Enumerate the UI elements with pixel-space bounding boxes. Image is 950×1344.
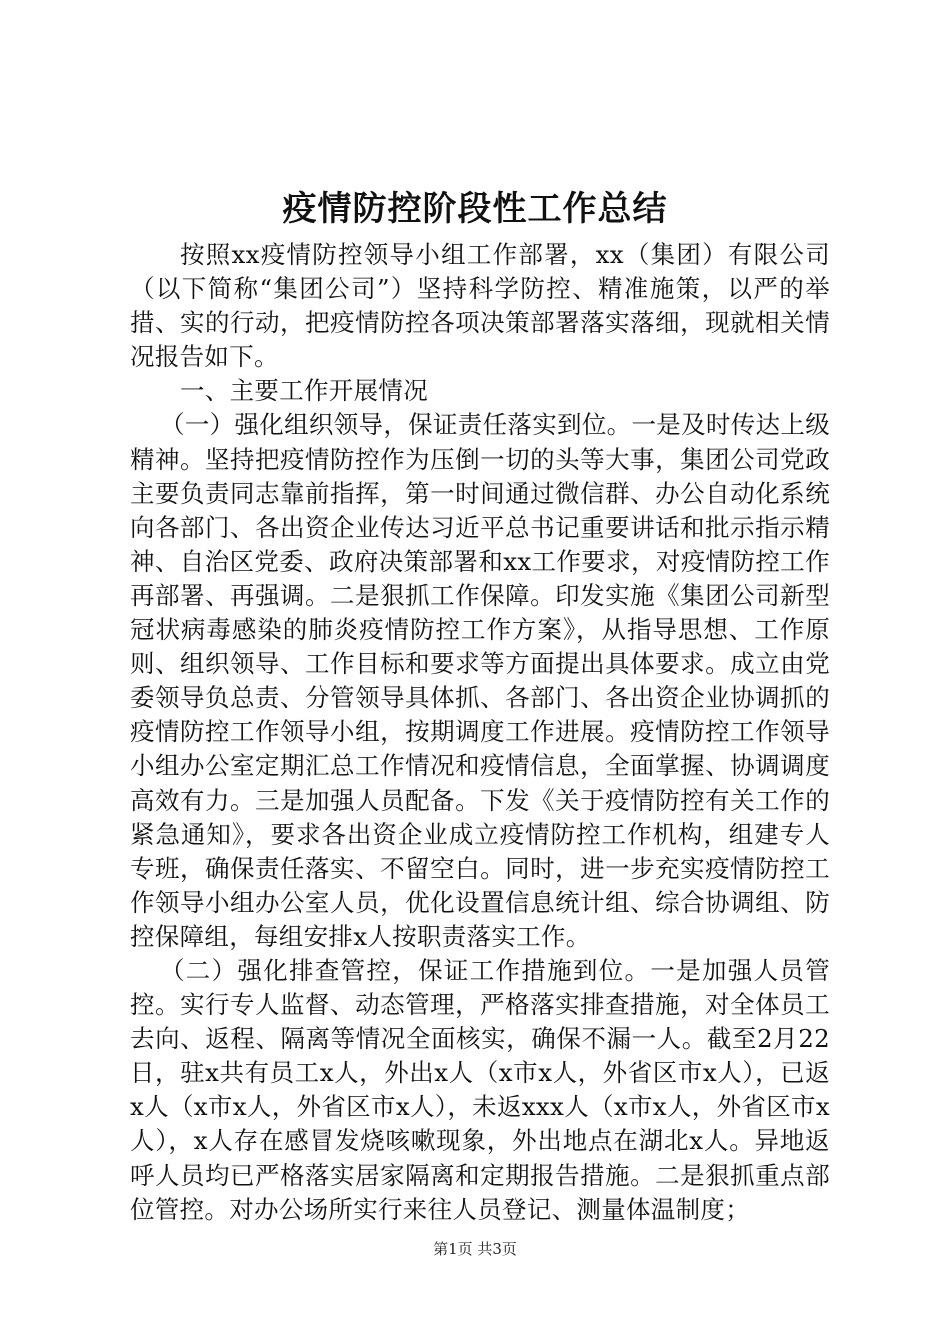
subsection-paragraph-2: （二）强化排查管控，保证工作措施到位。一是加强人员管控。实行专人监督、动态管理，严格落实排查措施，对全体员工去向、返程、隔离等情况全面核实，确保不漏一人。截至2月22日，驻x共有员工x人，外出x人（x市x人，外省区市x人），已返x人（x市x人，外省区市x人），未返xxx人（x市x人，外省区市x人），x人存在感冒发烧咳嗽现象，外出地点在湖北x人。异地返呼人员均已严格落实居家隔离和定期报告措施。二是狠抓重点部位管控。对办公场所实行来往人员登记、测量体温制度； (130, 955, 830, 1224)
document-title: 疫情防控阶段性工作总结 (282, 189, 668, 229)
subsection-paragraph-1: （一）强化组织领导，保证责任落实到位。一是及时传达上级精神。坚持把疫情防控作为压倒一切的头等大事，集团公司党政主要负责同志靠前指挥，第一时间通过微信群、办公自动化系统向各部门、各出资企业传达习近平总书记重要讲话和批示指示精神、自治区党委、政府决策部署和xx工作要求，对疫情防控工作再部署、再强调。二是狠抓工作保障。印发实施《集团公司新型冠状病毒感染的肺炎疫情防控工作方案》，从指导思想、工作原则、组织领导、工作目标和要求等方面提出具体要求。成立由党委领导负总责、分管领导具体抓、各部门、各出资企业协调抓的疫情防控工作领导小组，按期调度工作进展。疫情防控工作领导小组办公室定期汇总工作情况和疫情信息，全面掌握、协调调度高效有力。三是加强人员配备。下发《关于疫情防控有关工作的紧急通知》，要求各出资企业成立疫情防控工作机构，组建专人专班，确保责任落实、不留空白。同时，进一步充实疫情防控工作领导小组办公室人员，优化设置信息统计组、综合协调组、防控保障组，每组安排x人按职责落实工作。 (130, 410, 830, 951)
document-body (130, 238, 830, 1227)
intro-paragraph: 按照xx疫情防控领导小组工作部署，xx（集团）有限公司（以下简称“集团公司”）坚持科学防控、精准施策，以严的举措、实的行动，把疫情防控各项决策部署落实落细，现就相关情况报告如下。 (130, 240, 830, 372)
section-heading: 一、主要工作开展情况 (180, 376, 428, 406)
page-footer: 第1页 共3页 (433, 1240, 517, 1258)
